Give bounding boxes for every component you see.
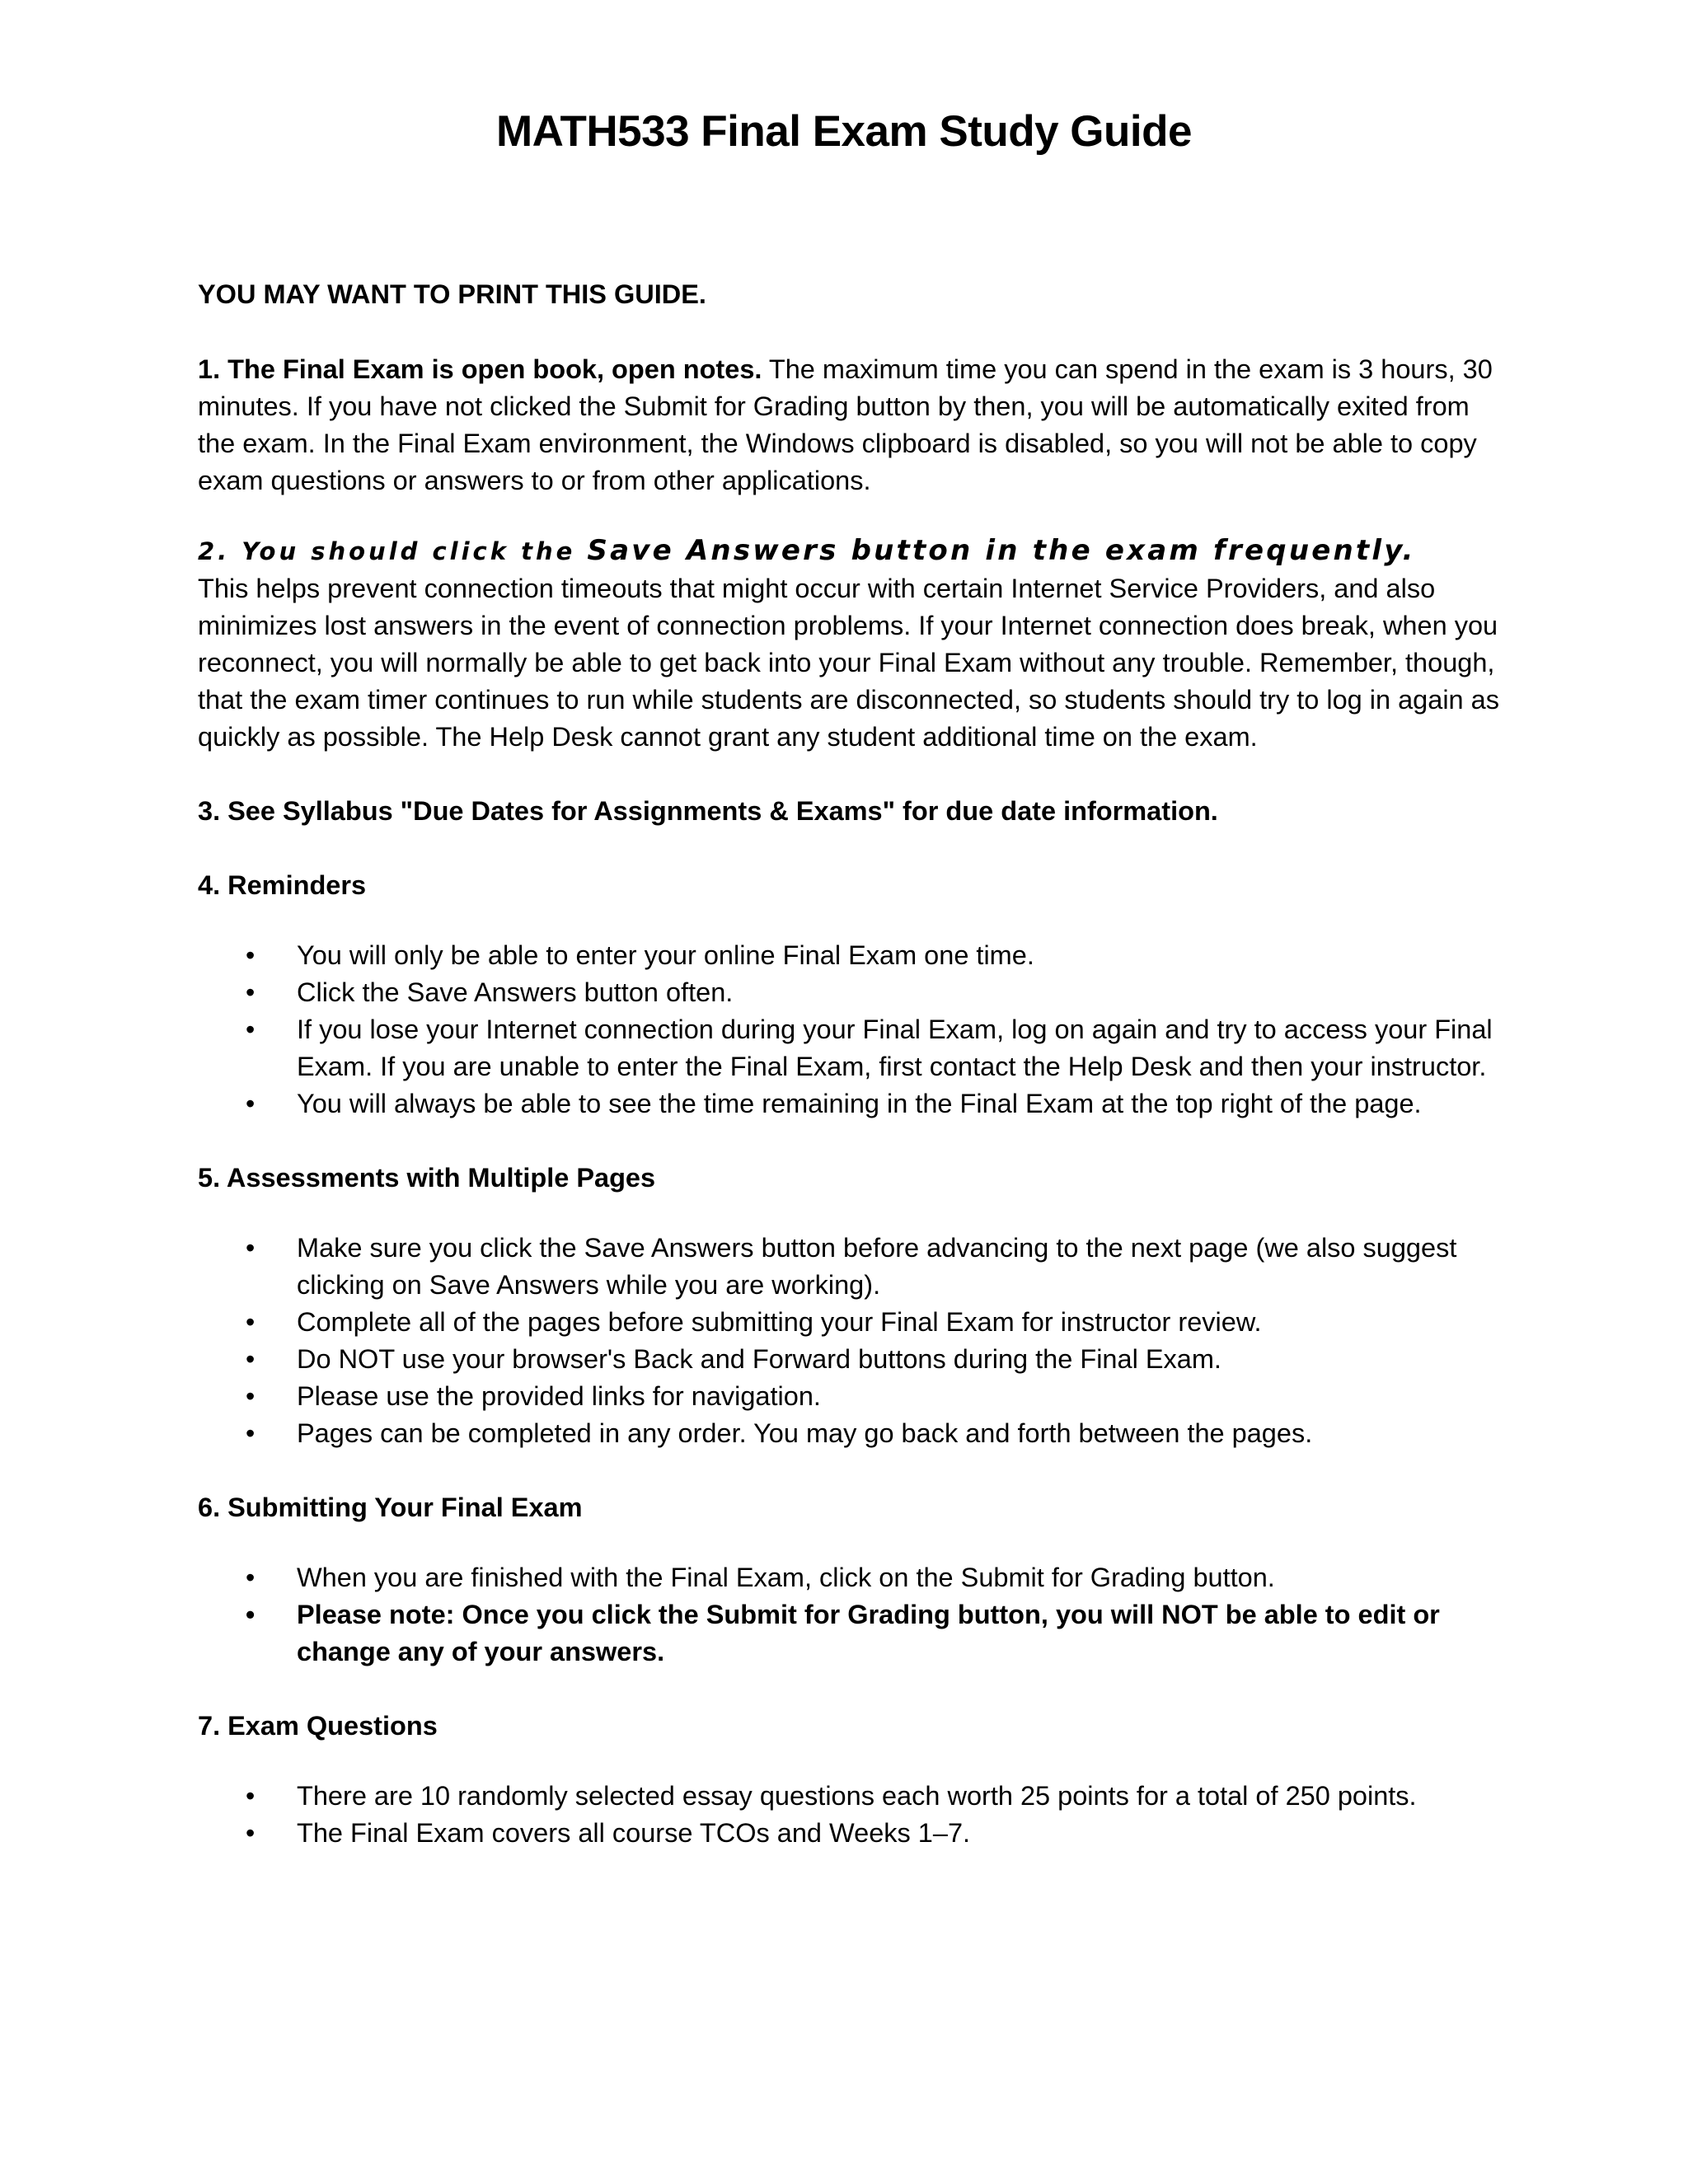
list-item: • Click the Save Answers button often. — [198, 974, 1500, 1011]
list-item: • Pages can be completed in any order. You may go back and forth between the pages. — [198, 1415, 1500, 1452]
bullet-icon: • — [246, 1015, 256, 1044]
bullet-icon: • — [246, 940, 256, 970]
bullet-icon: • — [246, 1381, 256, 1411]
bullet-icon: • — [246, 1307, 256, 1337]
list-item: • Do NOT use your browser's Back and Forward buttons during the Final Exam. — [198, 1341, 1500, 1378]
section-2-heading-large: Save Answers button in the exam frequently. — [587, 534, 1416, 567]
list-item: • You will always be able to see the time remaining in the Final Exam at the top right of the page. — [198, 1085, 1500, 1122]
list-item: • If you lose your Internet connection during your Final Exam, log on again and try to access your Final Exam. If you are unable to enter the Final Exam, first contact the Help Desk and then your instructor. — [198, 1011, 1500, 1085]
section-2-text: This helps prevent connection timeouts that might occur with certain Internet Service Providers, and also minimizes lost answers in the event of connection problems. If your Internet connection does break, when you reconnect, you will normally be able to get back into your Final Exam without any trouble. Remember, though, that the exam timer continues to run while students are disconnected, so students should try to log in again as quickly as possible. The Help Desk cannot grant any student additional time on the exam. — [198, 574, 1499, 752]
section-5-heading: 5. Assessments with Multiple Pages — [198, 1163, 656, 1193]
list-item: • When you are finished with the Final Exam, click on the Submit for Grading button. — [198, 1559, 1500, 1596]
print-note: YOU MAY WANT TO PRINT THIS GUIDE. — [198, 279, 706, 309]
section-6-list — [198, 1559, 1500, 1671]
section-1-lead: 1. The Final Exam is open book, open notes. — [198, 354, 762, 384]
section-2-heading-small: 2. You should click the — [198, 537, 588, 565]
list-item: • There are 10 randomly selected essay questions each worth 25 points for a total of 250 points. — [198, 1778, 1500, 1815]
section-7-heading: 7. Exam Questions — [198, 1711, 438, 1741]
bullet-icon: • — [246, 1563, 256, 1592]
bullet-icon: • — [246, 1418, 256, 1448]
bullet-icon: • — [246, 1089, 256, 1118]
section-4-heading: 4. Reminders — [198, 870, 367, 900]
list-item: • Complete all of the pages before submitting your Final Exam for instructor review. — [198, 1304, 1500, 1341]
section-1-text: The maximum time you can spend in the exam is 3 hours, 30 minutes. If you have not clicked the Submit for Grading button by then, you will be automatically exited from the exam. In the Final Exam environment, the Windows clipboard is disabled, so you will not be able to copy exam questions or answers to or from other applications. — [198, 354, 1493, 495]
section-2-heading — [198, 532, 1500, 570]
bullet-icon: • — [246, 1781, 256, 1811]
document-body — [198, 276, 1500, 1852]
list-item: • You will only be able to enter your online Final Exam one time. — [198, 937, 1500, 974]
list-item: • The Final Exam covers all course TCOs and Weeks 1–7. — [198, 1815, 1500, 1852]
section-7-list — [198, 1778, 1500, 1852]
bullet-icon: • — [246, 1600, 256, 1629]
bullet-icon: • — [246, 1233, 256, 1263]
bullet-icon: • — [246, 1344, 256, 1374]
section-5-list — [198, 1230, 1500, 1452]
page-title: MATH533 Final Exam Study Guide — [496, 107, 1192, 156]
list-item: • Please note: Once you click the Submit for Grading button, you will NOT be able to edit or change any of your answers. — [198, 1596, 1500, 1671]
section-3-heading: 3. See Syllabus "Due Dates for Assignments & Exams" for due date information. — [198, 796, 1218, 826]
section-4-list — [198, 937, 1500, 1122]
section-1 — [198, 351, 1500, 499]
list-item: • Please use the provided links for navigation. — [198, 1378, 1500, 1415]
section-6-heading: 6. Submitting Your Final Exam — [198, 1493, 583, 1522]
bullet-icon: • — [246, 1818, 256, 1848]
list-item: • Make sure you click the Save Answers button before advancing to the next page (we also suggest clicking on Save Answers while you are working). — [198, 1230, 1500, 1304]
bullet-icon: • — [246, 977, 256, 1007]
